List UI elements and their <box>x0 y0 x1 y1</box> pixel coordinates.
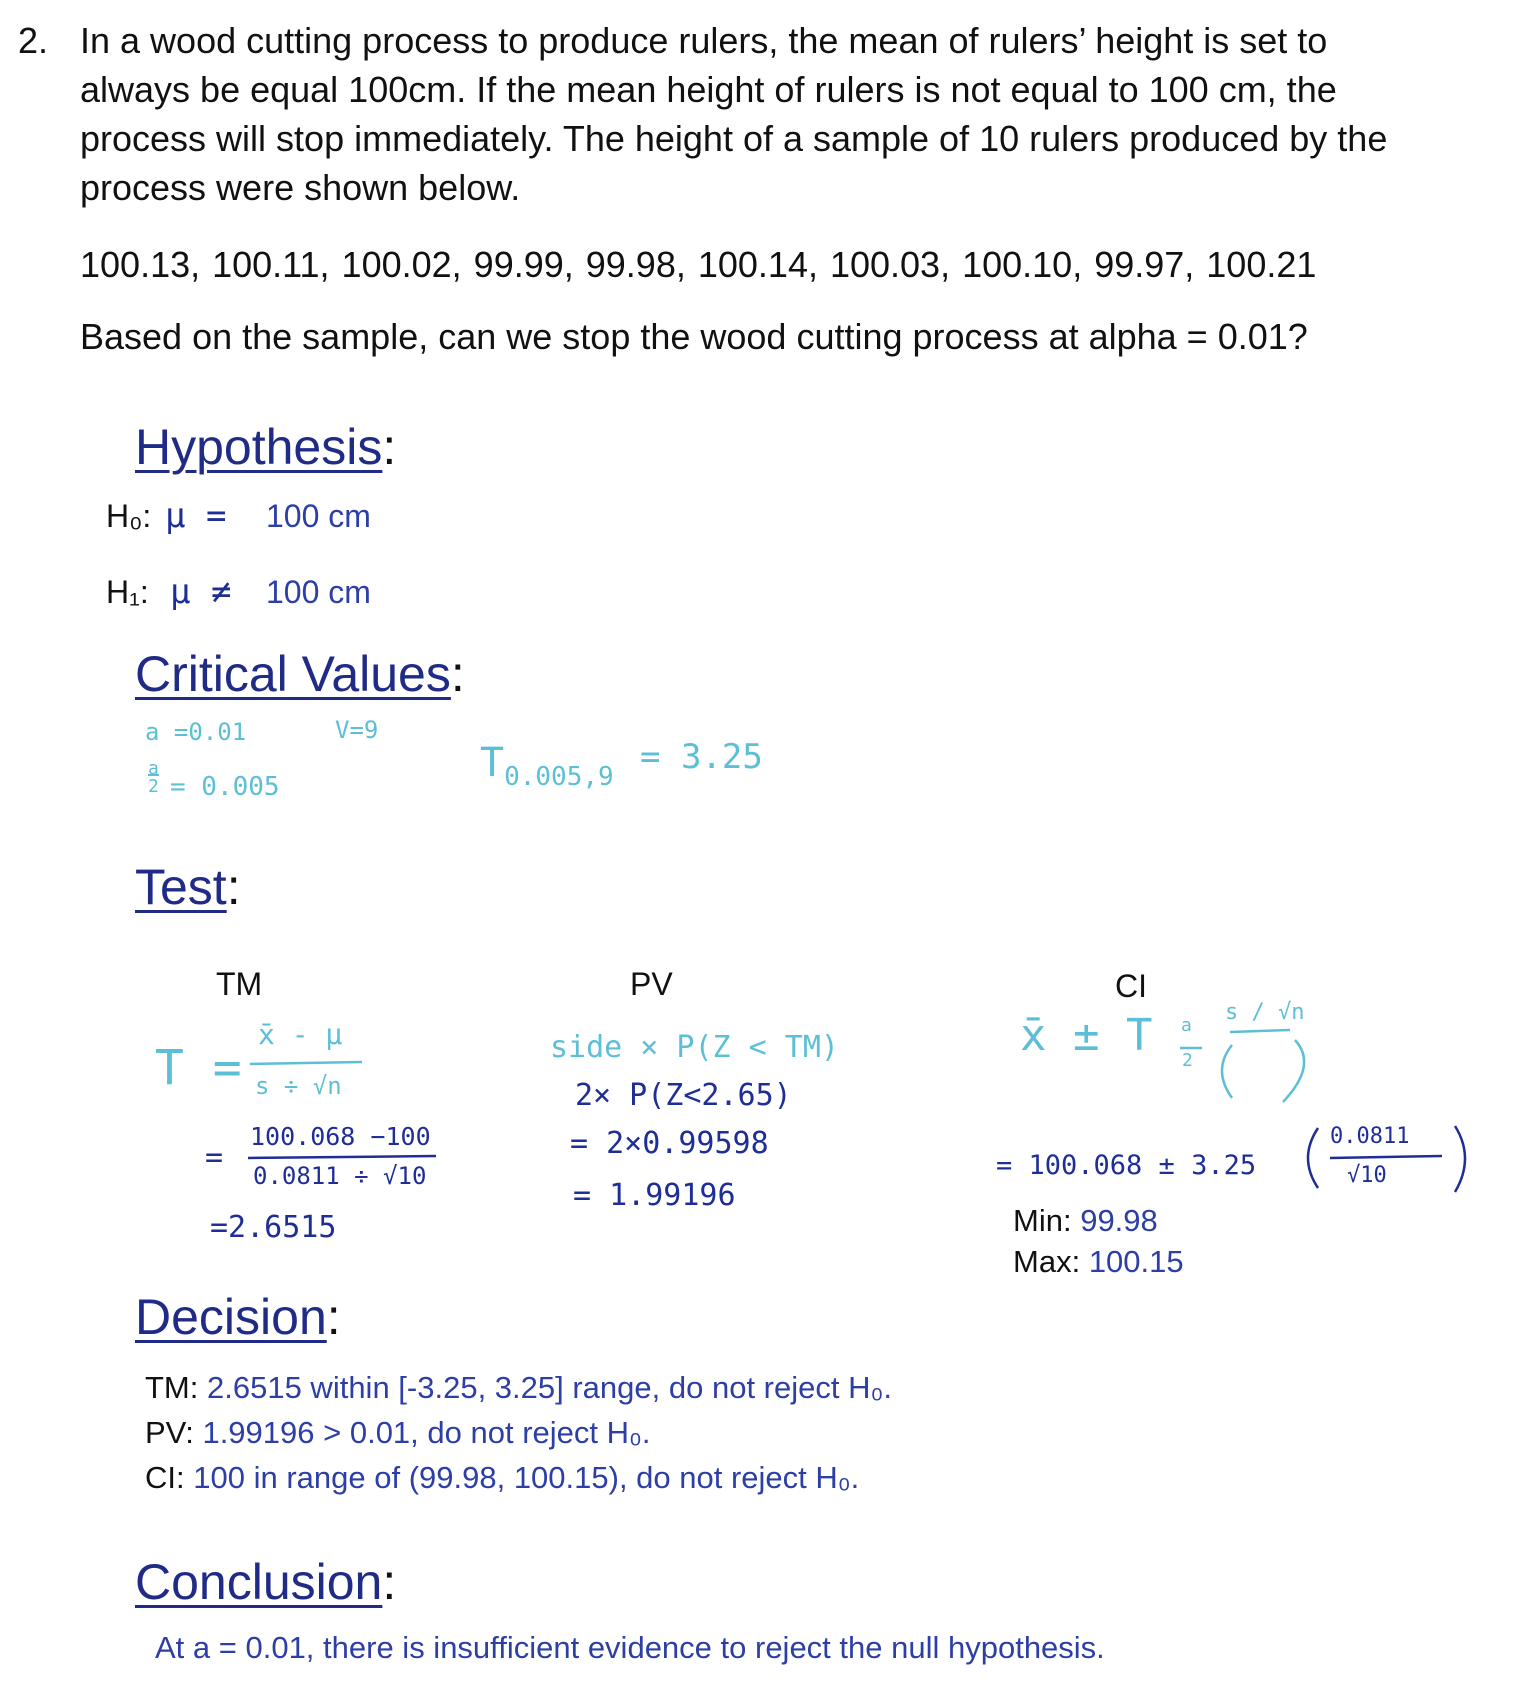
h1-value: 100 cm <box>266 574 371 610</box>
ci-left-paren <box>1222 1045 1232 1098</box>
test-heading: Test: <box>135 859 241 915</box>
pv-label: PV <box>630 966 673 1002</box>
ci-line-2: = 100.068 ± 3.25 <box>996 1150 1257 1181</box>
t-critical-value: = 3.25 <box>640 737 763 777</box>
ci-label: CI <box>1115 968 1147 1004</box>
h0-value: 100 cm <box>266 498 371 534</box>
question-ask: Based on the sample, can we stop the wood cutting process at alpha = 0.01? <box>80 316 1308 357</box>
ci-line2-left-paren <box>1308 1128 1318 1188</box>
pv-line-2: 2× P(Z<2.65) <box>575 1078 792 1113</box>
tm-sub-denominator: 0.0811 ÷ √10 <box>253 1162 427 1190</box>
tm-sub-numerator: 100.068 −100 <box>250 1122 431 1151</box>
h0-symbol: μ = <box>165 496 227 536</box>
ci-right-paren <box>1283 1040 1304 1102</box>
ci-formula-fraction: s / √n <box>1225 1000 1305 1025</box>
alpha-value: a =0.01 <box>145 718 247 746</box>
conclusion-text: At a = 0.01, there is insufficient evidence to reject the null hypothesis. <box>155 1630 1105 1665</box>
decision-pv: PV: 1.99196 > 0.01, do not reject H₀. <box>145 1415 651 1450</box>
conclusion-heading: Conclusion: <box>135 1554 397 1610</box>
ci-line2-bar <box>1330 1156 1442 1158</box>
critical-values-heading: Critical Values: <box>135 646 465 702</box>
h1-label: H₁: <box>106 574 149 610</box>
question-line-2: always be equal 100cm. If the mean height of rulers is not equal to 100 cm, the <box>80 69 1337 110</box>
question-line-3: process will stop immediately. The height of a sample of 10 rulers produced by the <box>80 118 1388 159</box>
df-value: V=9 <box>335 716 379 744</box>
ci-formula-bar <box>1230 1030 1290 1032</box>
pv-line-3: = 2×0.99598 <box>570 1126 769 1161</box>
h1-symbol: μ ≠ <box>170 572 232 612</box>
half-alpha-value: = 0.005 <box>170 772 280 802</box>
question-number: 2. <box>18 20 49 61</box>
ci-alpha-num: a <box>1181 1015 1192 1036</box>
ci-line-2-numerator: 0.0811 <box>1330 1124 1410 1149</box>
decision-ci: CI: 100 in range of (99.98, 100.15), do not reject H₀. <box>145 1460 860 1495</box>
pv-line-4: = 1.99196 <box>573 1178 736 1213</box>
tm-t-symbol: T = <box>155 1040 242 1096</box>
hypothesis-heading: Hypothesis: <box>135 419 397 475</box>
ci-line2-right-paren <box>1455 1126 1465 1192</box>
half-alpha-fraction: a 2 <box>148 758 159 797</box>
tm-sub-equals: = <box>205 1140 224 1175</box>
decision-tm: TM: 2.6515 within [-3.25, 3.25] range, do not reject H₀. <box>145 1370 892 1405</box>
decision-heading: Decision: <box>135 1289 341 1345</box>
t-critical-label: $T_{0.005,9}$ <box>480 740 614 792</box>
h0-label: H₀: <box>106 498 152 534</box>
tm-formula-denominator: s ÷ √n <box>255 1072 342 1100</box>
tm-result: =2.6515 <box>210 1210 337 1245</box>
pv-line-1: side × P(Z < TM) <box>550 1030 839 1065</box>
tm-sub-bar <box>248 1156 436 1158</box>
tm-formula-numerator: x̄ - μ <box>258 1018 343 1051</box>
question-line-1: In a wood cutting process to produce rulers, the mean of rulers’ height is set to <box>80 20 1328 61</box>
ci-max: Max: 100.15 <box>1013 1244 1184 1279</box>
ci-alpha-den: 2 <box>1182 1050 1193 1071</box>
ci-formula: x̄ ± T <box>1020 1010 1153 1061</box>
tm-formula-bar <box>250 1062 362 1064</box>
ci-min: Min: 99.98 <box>1013 1203 1158 1238</box>
ci-line-2-denominator: √10 <box>1347 1163 1387 1188</box>
question-line-4: process were shown below. <box>80 167 521 208</box>
tm-label: TM <box>216 966 263 1002</box>
sample-data: 100.13, 100.11, 100.02, 99.99, 99.98, 100.14, 100.03, 100.10, 99.97, 100.21 <box>80 244 1317 285</box>
